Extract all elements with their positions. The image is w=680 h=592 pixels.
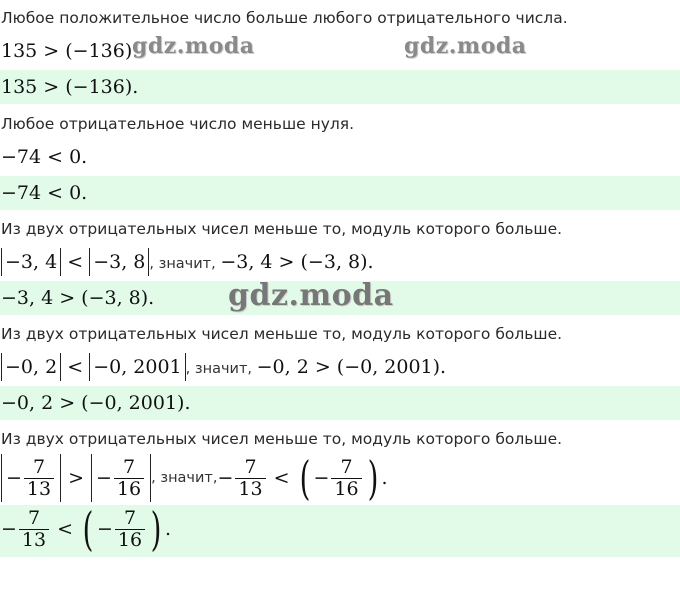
answer-line-4: −0, 2 > (−0, 2001). <box>1 392 191 414</box>
denominator: 16 <box>116 477 142 500</box>
less-sign: < <box>67 251 84 273</box>
answer-band-2 <box>0 176 680 210</box>
answer-line-2: −74 < 0. <box>1 182 88 204</box>
rule-text-3: Из двух отрицательных чисел меньше то, модуль которого больше. <box>1 220 563 238</box>
rule-text-1: Любое положительное число больше любого отрицательного числа. <box>1 9 568 27</box>
answer-band-1 <box>0 70 680 104</box>
abs-value-2: −3, 8 <box>89 248 149 276</box>
answer-line-5 <box>1 502 172 556</box>
denominator: 13 <box>238 477 263 500</box>
fraction <box>115 508 145 551</box>
answer-band-4 <box>0 386 680 420</box>
abs-fraction-1 <box>1 454 61 502</box>
abs-value-2: −0, 2001 <box>89 353 185 381</box>
left-paren: ( <box>299 451 310 505</box>
minus-sign: − <box>217 467 234 489</box>
right-paren: ) <box>367 451 378 505</box>
less-sign: < <box>273 467 290 489</box>
numerator: 7 <box>27 506 41 529</box>
denominator: 16 <box>117 528 143 551</box>
watermark-1: gdz.moda <box>132 33 255 59</box>
abs-value-1: −0, 2 <box>1 353 61 381</box>
numerator: 7 <box>32 455 46 478</box>
result-expression: −3, 4 > (−3, 8). <box>220 251 374 273</box>
numerator: 7 <box>123 455 136 478</box>
minus-sign: − <box>313 467 330 489</box>
answer-line-3: −3, 4 > (−3, 8). <box>1 287 155 309</box>
denominator: 13 <box>26 477 52 500</box>
minus-sign: − <box>96 467 112 489</box>
fraction <box>331 457 361 500</box>
abs-fraction-2 <box>91 454 151 502</box>
example-line-1: 135 > (−136). <box>1 40 139 62</box>
abs-value-1: −3, 4 <box>1 248 61 276</box>
denominator: 13 <box>21 528 47 551</box>
denominator: 16 <box>334 477 359 500</box>
rule-text-4: Из двух отрицательных чисел меньше то, модуль которого больше. <box>1 325 563 343</box>
numerator: 7 <box>123 506 137 529</box>
connector-text: , значит, <box>149 256 221 272</box>
example-line-5 <box>1 451 388 505</box>
left-paren: ( <box>82 502 94 556</box>
less-sign: < <box>67 356 84 378</box>
example-line-2: −74 < 0. <box>1 146 88 168</box>
fraction <box>235 457 265 500</box>
example-line-4 <box>1 353 446 383</box>
answer-line-1: 135 > (−136). <box>1 76 139 98</box>
fraction <box>114 457 144 500</box>
minus-sign: − <box>1 518 17 540</box>
rule-text-5: Из двух отрицательных чисел меньше то, модуль которого больше. <box>1 430 563 448</box>
connector-text: , значит, <box>151 470 218 486</box>
answer-band-5 <box>0 502 680 557</box>
result-expression: −0, 2 > (−0, 2001). <box>256 356 447 378</box>
period: . <box>381 467 388 489</box>
example-line-3 <box>1 248 374 278</box>
period: . <box>165 518 172 540</box>
minus-sign: − <box>6 467 22 489</box>
numerator: 7 <box>244 455 257 478</box>
fraction <box>24 457 54 500</box>
watermark-3: gdz.moda <box>228 278 394 313</box>
greater-sign: > <box>68 467 85 489</box>
numerator: 7 <box>340 455 353 478</box>
rule-text-2: Любое отрицательное число меньше нуля. <box>1 115 355 133</box>
fraction <box>19 508 49 551</box>
right-paren: ) <box>150 502 162 556</box>
watermark-2: gdz.moda <box>404 33 527 59</box>
minus-sign: − <box>96 518 113 540</box>
less-sign: < <box>57 518 74 540</box>
connector-text: , значит, <box>185 361 257 377</box>
